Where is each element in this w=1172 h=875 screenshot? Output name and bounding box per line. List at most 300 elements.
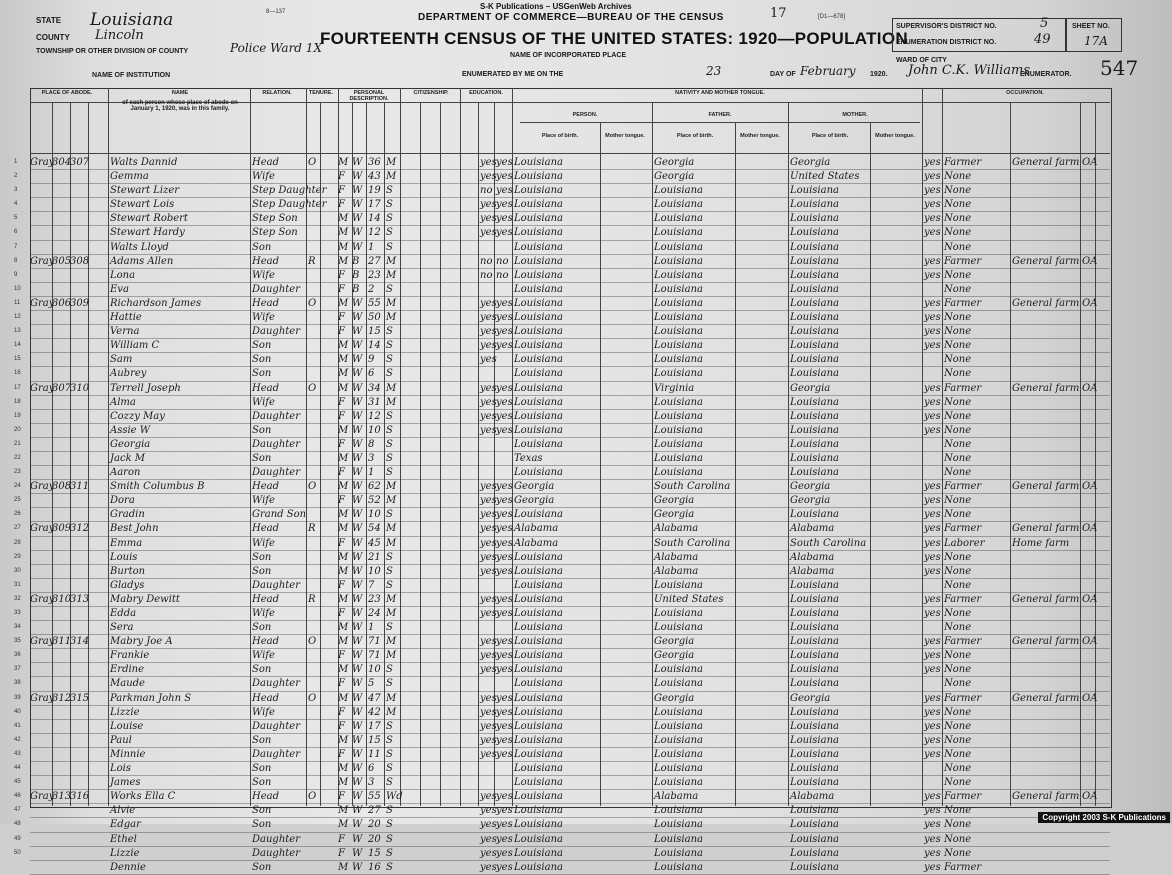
can-read-cell: yes bbox=[480, 833, 497, 845]
father-birthplace-cell: Louisiana bbox=[654, 734, 703, 746]
industry-cell: General farm bbox=[1012, 382, 1080, 394]
age-cell: 20 bbox=[368, 819, 381, 831]
age-cell: 14 bbox=[368, 340, 381, 352]
can-read-cell: yes bbox=[480, 636, 497, 648]
name-group-header: NAME bbox=[171, 90, 189, 96]
table-row bbox=[14, 565, 1110, 579]
supervisor-district-value: 5 bbox=[1040, 16, 1049, 31]
person-birthplace-cell: Louisiana bbox=[514, 410, 563, 422]
race-cell: W bbox=[352, 833, 363, 845]
table-row bbox=[14, 255, 1110, 269]
person-name-cell: Terrell Joseph bbox=[110, 382, 181, 394]
sex-cell: M bbox=[338, 861, 349, 873]
relation-cell: Step Son bbox=[252, 213, 298, 225]
sex-cell: M bbox=[338, 523, 349, 535]
age-cell: 10 bbox=[368, 509, 381, 521]
marital-status-cell: S bbox=[386, 283, 393, 295]
can-read-cell: yes bbox=[480, 551, 497, 563]
relation-cell: Daughter bbox=[252, 410, 300, 422]
father-birthplace-cell: Louisiana bbox=[654, 664, 703, 676]
relation-cell: Head bbox=[252, 297, 280, 309]
marital-status-cell: S bbox=[386, 622, 393, 634]
age-cell: 14 bbox=[368, 213, 381, 225]
nativity-group-header: NATIVITY AND MOTHER TONGUE. bbox=[675, 90, 765, 96]
class-of-worker-cell: OA bbox=[1082, 157, 1098, 168]
father-birthplace-cell: Alabama bbox=[654, 565, 699, 577]
speaks-english-cell: yes bbox=[924, 255, 941, 267]
table-row bbox=[14, 170, 1110, 184]
can-write-cell: yes bbox=[496, 805, 513, 817]
occupation-group-header: OCCUPATION. bbox=[1006, 90, 1044, 96]
person-birthplace-cell: Louisiana bbox=[514, 438, 563, 450]
dwelling-number-cell: 308 bbox=[52, 481, 72, 493]
age-cell: 12 bbox=[368, 410, 381, 422]
can-write-cell: yes bbox=[496, 551, 513, 563]
occupation-cell: Farmer bbox=[944, 382, 982, 394]
marital-status-cell: S bbox=[386, 720, 393, 732]
class-of-worker-cell: OA bbox=[1082, 523, 1098, 535]
marital-status-cell: S bbox=[386, 368, 393, 380]
person-birthplace-cell: Louisiana bbox=[514, 255, 563, 267]
age-cell: 8 bbox=[368, 438, 375, 450]
marital-status-cell: S bbox=[386, 819, 393, 831]
speaks-english-cell: yes bbox=[924, 157, 941, 168]
occupation-cell: Laborer bbox=[944, 537, 985, 549]
race-cell: W bbox=[352, 312, 363, 324]
can-write-cell: yes bbox=[496, 495, 513, 507]
can-read-cell: yes bbox=[480, 495, 497, 507]
relation-cell: Son bbox=[252, 805, 272, 817]
person-name-cell: Sera bbox=[110, 622, 134, 634]
mother-birthplace-cell: Alabama bbox=[790, 523, 835, 535]
sex-cell: M bbox=[338, 255, 349, 267]
class-of-worker-cell: OA bbox=[1082, 297, 1098, 309]
person-birthplace-cell: Louisiana bbox=[514, 819, 563, 831]
relation-cell: Wife bbox=[252, 608, 275, 619]
relation-cell: Wife bbox=[252, 537, 275, 549]
race-cell: W bbox=[352, 326, 363, 338]
line-number: 23 bbox=[14, 469, 21, 476]
relation-cell: Head bbox=[252, 593, 280, 605]
line-number: 37 bbox=[14, 666, 21, 673]
person-birthplace-cell: Louisiana bbox=[514, 748, 563, 760]
occupation-cell: None bbox=[944, 608, 972, 619]
table-row bbox=[14, 184, 1110, 198]
relation-cell: Grand Son bbox=[252, 509, 307, 521]
sex-cell: F bbox=[338, 748, 345, 760]
marital-status-cell: S bbox=[386, 847, 393, 859]
table-row bbox=[14, 438, 1110, 452]
race-cell: W bbox=[352, 410, 363, 422]
person-birthplace-cell: Louisiana bbox=[514, 650, 563, 662]
person-birthplace-cell: Louisiana bbox=[514, 565, 563, 577]
occupation-cell: None bbox=[944, 706, 972, 718]
citizenship-group-header: CITIZENSHIP. bbox=[413, 90, 449, 96]
race-cell: W bbox=[352, 692, 363, 704]
occupation-cell: Farmer bbox=[944, 157, 982, 168]
family-number-cell: 311 bbox=[70, 481, 90, 493]
tenure-cell: O bbox=[308, 382, 317, 394]
sex-cell: M bbox=[338, 157, 349, 168]
speaks-english-cell: yes bbox=[924, 650, 941, 662]
father-birthplace-cell: United States bbox=[654, 593, 724, 605]
occupation-cell: None bbox=[944, 199, 972, 211]
industry-cell: General farm bbox=[1012, 157, 1080, 168]
township-value: Police Ward 1X bbox=[230, 41, 322, 55]
race-cell: W bbox=[352, 551, 363, 563]
father-birthplace-cell: Louisiana bbox=[654, 241, 703, 253]
mother-subheader: MOTHER. bbox=[842, 112, 868, 118]
can-write-cell: yes bbox=[496, 636, 513, 648]
person-name-cell: Jack M bbox=[110, 452, 146, 464]
relation-cell: Son bbox=[252, 777, 272, 789]
occupation-cell: None bbox=[944, 340, 972, 352]
marital-status-cell: M bbox=[386, 157, 397, 168]
race-cell: W bbox=[352, 509, 363, 521]
age-cell: 34 bbox=[368, 382, 381, 394]
can-read-cell: no bbox=[480, 269, 493, 281]
can-write-cell: yes bbox=[496, 833, 513, 845]
speaks-english-cell: yes bbox=[924, 424, 941, 436]
person-name-cell: Edda bbox=[110, 608, 137, 619]
state-value: Louisiana bbox=[90, 10, 174, 30]
sex-cell: M bbox=[338, 227, 349, 239]
dwelling-number-cell: 310 bbox=[52, 593, 72, 605]
person-name-cell: Stewart Lizer bbox=[110, 185, 180, 197]
line-number: 7 bbox=[14, 243, 18, 250]
education-group-header: EDUCATION. bbox=[469, 90, 503, 96]
tenure-cell: R bbox=[308, 523, 316, 535]
family-number-cell: 316 bbox=[70, 791, 90, 803]
line-number: 35 bbox=[14, 638, 21, 645]
person-name-cell: Parkman John S bbox=[110, 692, 192, 704]
table-row bbox=[14, 466, 1110, 480]
year-value: 1920. bbox=[870, 71, 888, 78]
can-write-cell: yes bbox=[496, 297, 513, 309]
marital-status-cell: S bbox=[386, 410, 393, 422]
person-birthplace-cell: Louisiana bbox=[514, 157, 563, 168]
person-birthplace-cell: Louisiana bbox=[514, 241, 563, 253]
marital-status-cell: S bbox=[386, 664, 393, 676]
person-name-cell: Walts Lloyd bbox=[110, 241, 169, 253]
mother-birthplace-cell: Alabama bbox=[790, 551, 835, 563]
father-birthplace-cell: Georgia bbox=[654, 692, 695, 704]
relation-cell: Daughter bbox=[252, 326, 300, 338]
occupation-cell: None bbox=[944, 269, 972, 281]
speaks-english-cell: yes bbox=[924, 833, 941, 845]
can-read-cell: no bbox=[480, 185, 493, 197]
speaks-english-cell: yes bbox=[924, 340, 941, 352]
race-cell: W bbox=[352, 805, 363, 817]
can-read-cell: yes bbox=[480, 664, 497, 676]
table-row bbox=[14, 297, 1110, 311]
race-cell: W bbox=[352, 763, 363, 775]
speaks-english-cell: yes bbox=[924, 692, 941, 704]
occupation-cell: Farmer bbox=[944, 593, 982, 605]
mother-birthplace-cell: Louisiana bbox=[790, 312, 839, 324]
incorporated-place-label: NAME OF INCORPORATED PLACE bbox=[510, 52, 627, 59]
person-birthplace-cell: Louisiana bbox=[514, 326, 563, 338]
person-name-cell: Ethel bbox=[110, 833, 137, 845]
relation-cell: Wife bbox=[252, 706, 275, 718]
mother-birthplace-cell: Louisiana bbox=[790, 297, 839, 309]
sex-cell: M bbox=[338, 452, 349, 464]
speaks-english-cell: yes bbox=[924, 748, 941, 760]
age-cell: 6 bbox=[368, 763, 375, 775]
speaks-english-cell: yes bbox=[924, 396, 941, 408]
race-cell: W bbox=[352, 382, 363, 394]
race-cell: W bbox=[352, 777, 363, 789]
occupation-cell: None bbox=[944, 326, 972, 338]
line-number: 45 bbox=[14, 779, 21, 786]
line-number: 42 bbox=[14, 736, 21, 743]
occupation-cell: None bbox=[944, 678, 972, 690]
sex-cell: F bbox=[338, 410, 345, 422]
speaks-english-cell: yes bbox=[924, 664, 941, 676]
can-write-cell: yes bbox=[496, 565, 513, 577]
father-birthplace-cell: Louisiana bbox=[654, 805, 703, 817]
sex-cell: M bbox=[338, 368, 349, 380]
race-cell: W bbox=[352, 297, 363, 309]
relation-cell: Wife bbox=[252, 495, 275, 507]
relation-cell: Son bbox=[252, 622, 272, 634]
department-title: DEPARTMENT OF COMMERCE—BUREAU OF THE CENSUS bbox=[418, 12, 724, 23]
person-name-cell: Walts Dannid bbox=[110, 157, 178, 168]
marital-status-cell: S bbox=[386, 185, 393, 197]
sex-cell: F bbox=[338, 706, 345, 718]
can-read-cell: yes bbox=[480, 861, 497, 873]
relation-cell: Wife bbox=[252, 171, 275, 183]
line-number: 44 bbox=[14, 765, 21, 772]
mother-birthplace-cell: Georgia bbox=[790, 481, 831, 493]
person-name-cell: Gradin bbox=[110, 509, 145, 521]
line-number: 28 bbox=[14, 539, 21, 546]
personal-group-header: PERSONAL DESCRIPTION. bbox=[349, 90, 389, 102]
father-birthplace-cell: Louisiana bbox=[654, 720, 703, 732]
sex-cell: F bbox=[338, 791, 345, 803]
nativity-subrule bbox=[520, 122, 920, 123]
occupation-cell: None bbox=[944, 368, 972, 380]
person-birthplace-cell: Louisiana bbox=[514, 636, 563, 648]
speaks-english-cell: yes bbox=[924, 565, 941, 577]
table-row bbox=[14, 677, 1110, 691]
occupation-cell: None bbox=[944, 763, 972, 775]
marital-status-cell: S bbox=[386, 467, 393, 479]
table-row bbox=[14, 480, 1110, 494]
marital-status-cell: S bbox=[386, 438, 393, 450]
mother-birthplace-cell: Louisiana bbox=[790, 650, 839, 662]
race-cell: W bbox=[352, 481, 363, 493]
can-write-cell: yes bbox=[496, 213, 513, 225]
table-row bbox=[14, 283, 1110, 297]
age-cell: 10 bbox=[368, 424, 381, 436]
sex-cell: M bbox=[338, 636, 349, 648]
age-cell: 36 bbox=[368, 157, 381, 168]
mother-birthplace-cell: Alabama bbox=[790, 565, 835, 577]
age-cell: 47 bbox=[368, 692, 381, 704]
sex-cell: M bbox=[338, 593, 349, 605]
father-birthplace-cell: Louisiana bbox=[654, 269, 703, 281]
family-number-cell: 313 bbox=[70, 593, 90, 605]
father-birthplace-cell: Georgia bbox=[654, 495, 695, 507]
table-row bbox=[14, 607, 1110, 621]
person-name-cell: Minnie bbox=[110, 748, 146, 760]
race-cell: W bbox=[352, 452, 363, 464]
relation-cell: Head bbox=[252, 255, 280, 267]
sex-cell: F bbox=[338, 678, 345, 690]
line-number: 25 bbox=[14, 497, 21, 504]
father-birthplace-cell: Louisiana bbox=[654, 326, 703, 338]
race-cell: W bbox=[352, 354, 363, 366]
sex-cell: M bbox=[338, 734, 349, 746]
can-write-cell: yes bbox=[496, 185, 513, 197]
class-of-worker-cell: OA bbox=[1082, 593, 1098, 605]
age-cell: 1 bbox=[368, 622, 375, 634]
sex-cell: M bbox=[338, 692, 349, 704]
can-read-cell: yes bbox=[480, 227, 497, 239]
can-write-cell: yes bbox=[496, 720, 513, 732]
person-birthplace-cell: Louisiana bbox=[514, 283, 563, 295]
speaks-english-cell: yes bbox=[924, 312, 941, 324]
mother-birthplace-cell: Georgia bbox=[790, 157, 831, 168]
industry-cell: General farm bbox=[1012, 255, 1080, 267]
person-birthplace-cell: Louisiana bbox=[514, 213, 563, 225]
person-birthplace-cell: Louisiana bbox=[514, 551, 563, 563]
can-write-cell: yes bbox=[496, 382, 513, 394]
sex-cell: M bbox=[338, 777, 349, 789]
table-row bbox=[14, 494, 1110, 508]
table-row bbox=[14, 847, 1110, 861]
can-read-cell: yes bbox=[480, 706, 497, 718]
line-number: 30 bbox=[14, 567, 21, 574]
father-birthplace-cell: Louisiana bbox=[654, 777, 703, 789]
sex-cell: F bbox=[338, 833, 345, 845]
age-cell: 17 bbox=[368, 199, 381, 211]
relation-cell: Daughter bbox=[252, 748, 300, 760]
relation-cell: Son bbox=[252, 354, 272, 366]
marital-status-cell: M bbox=[386, 593, 397, 605]
table-row bbox=[14, 762, 1110, 776]
father-birthplace-cell: Louisiana bbox=[654, 608, 703, 619]
person-name-cell: Gladys bbox=[110, 579, 145, 591]
relation-cell: Daughter bbox=[252, 579, 300, 591]
occupation-cell: None bbox=[944, 227, 972, 239]
age-cell: 19 bbox=[368, 185, 381, 197]
relation-cell: Daughter bbox=[252, 283, 300, 295]
relation-cell: Daughter bbox=[252, 467, 300, 479]
father-birthplace-cell: Louisiana bbox=[654, 340, 703, 352]
father-subheader: FATHER. bbox=[708, 112, 732, 118]
relation-cell: Son bbox=[252, 241, 272, 253]
table-row bbox=[14, 706, 1110, 720]
industry-cell: General farm bbox=[1012, 593, 1080, 605]
table-row bbox=[14, 311, 1110, 325]
person-birthplace-cell: Louisiana bbox=[514, 424, 563, 436]
mother-birthplace-cell: Louisiana bbox=[790, 368, 839, 380]
father-birthplace-cell: Louisiana bbox=[654, 227, 703, 239]
person-birthplace-cell: Georgia bbox=[514, 481, 555, 493]
person-birthplace-cell: Louisiana bbox=[514, 805, 563, 817]
mother-birthplace-cell: Louisiana bbox=[790, 326, 839, 338]
mother-birthplace-cell: United States bbox=[790, 171, 860, 183]
line-number: 4 bbox=[14, 201, 18, 208]
age-cell: 24 bbox=[368, 608, 381, 619]
race-cell: W bbox=[352, 664, 363, 676]
speaks-english-cell: yes bbox=[924, 805, 941, 817]
mother-birthplace-cell: Louisiana bbox=[790, 467, 839, 479]
person-birthplace-cell: Louisiana bbox=[514, 312, 563, 324]
marital-status-cell: S bbox=[386, 509, 393, 521]
relation-group-header: RELATION. bbox=[262, 90, 292, 96]
person-birthplace-subheader: Place of birth. bbox=[541, 133, 579, 139]
person-name-cell: Burton bbox=[110, 565, 146, 577]
age-cell: 3 bbox=[368, 777, 375, 789]
race-cell: W bbox=[352, 565, 363, 577]
line-number: 34 bbox=[14, 624, 21, 631]
father-birthplace-cell: Alabama bbox=[654, 523, 699, 535]
line-number: 40 bbox=[14, 708, 21, 715]
person-birthplace-cell: Louisiana bbox=[514, 396, 563, 408]
header-bottom-rule bbox=[30, 153, 1110, 154]
age-cell: 55 bbox=[368, 791, 381, 803]
street-cell: Gray bbox=[30, 692, 55, 704]
sex-cell: M bbox=[338, 551, 349, 563]
race-cell: W bbox=[352, 622, 363, 634]
speaks-english-cell: yes bbox=[924, 847, 941, 859]
age-cell: 45 bbox=[368, 537, 381, 549]
line-number: 38 bbox=[14, 680, 21, 687]
township-label: TOWNSHIP OR OTHER DIVISION OF COUNTY bbox=[36, 48, 189, 55]
line-number: 49 bbox=[14, 835, 21, 842]
line-number: 19 bbox=[14, 412, 21, 419]
relation-cell: Head bbox=[252, 157, 280, 168]
person-name-cell: Dora bbox=[110, 495, 135, 507]
person-name-cell: Lizzie bbox=[110, 847, 140, 859]
age-cell: 52 bbox=[368, 495, 381, 507]
sex-cell: M bbox=[338, 763, 349, 775]
line-number: 29 bbox=[14, 553, 21, 560]
marital-status-cell: M bbox=[386, 636, 397, 648]
street-cell: Gray bbox=[30, 297, 55, 309]
occupation-cell: None bbox=[944, 748, 972, 760]
speaks-english-cell: yes bbox=[924, 523, 941, 535]
occupation-cell: Farmer bbox=[944, 692, 982, 704]
line-number: 31 bbox=[14, 581, 21, 588]
dwelling-number-cell: 307 bbox=[52, 382, 72, 394]
father-birthplace-cell: Louisiana bbox=[654, 861, 703, 873]
line-number: 3 bbox=[14, 187, 18, 194]
line-number: 36 bbox=[14, 652, 21, 659]
family-number-cell: 309 bbox=[70, 297, 90, 309]
race-cell: W bbox=[352, 495, 363, 507]
occupation-cell: None bbox=[944, 312, 972, 324]
marital-status-cell: S bbox=[386, 805, 393, 817]
page-number: 17 bbox=[770, 6, 787, 21]
occupation-cell: Farmer bbox=[944, 791, 982, 803]
father-birthplace-cell: Louisiana bbox=[654, 833, 703, 845]
marital-status-cell: M bbox=[386, 706, 397, 718]
speaks-english-cell: yes bbox=[924, 819, 941, 831]
speaks-english-cell: yes bbox=[924, 636, 941, 648]
occupation-cell: Farmer bbox=[944, 861, 982, 873]
relation-cell: Head bbox=[252, 481, 280, 493]
relation-cell: Son bbox=[252, 664, 272, 676]
table-row bbox=[14, 325, 1110, 339]
race-cell: W bbox=[352, 593, 363, 605]
can-read-cell: yes bbox=[480, 199, 497, 211]
line-number: 32 bbox=[14, 595, 21, 602]
copyright-notice: Copyright 2003 S-K Publications bbox=[1038, 812, 1170, 823]
